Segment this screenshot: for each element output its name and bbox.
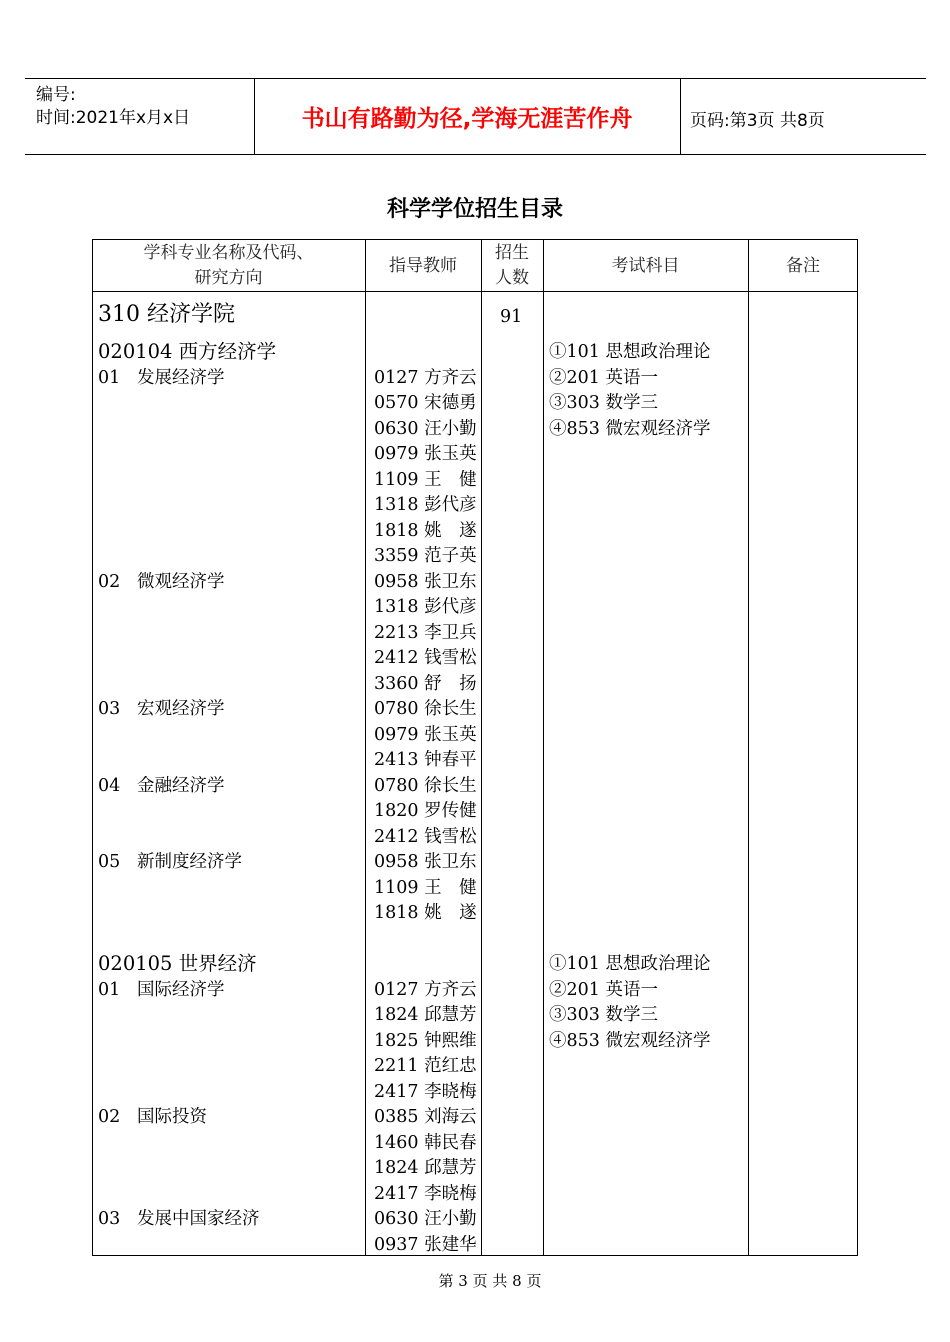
direction-name: 国际经济学 <box>137 979 225 1000</box>
advisor-entry: 3360 舒 扬 <box>374 673 477 694</box>
advisor-entry: 0630 汪小勤 <box>374 1209 477 1229</box>
advisor-entry: 1818 姚 遂 <box>374 903 477 923</box>
direction-name: 新制度经济学 <box>137 852 242 872</box>
direction-number: 05 <box>98 852 121 872</box>
advisor-entry: 2412 钱雪松 <box>374 648 477 668</box>
advisor-entry: 2213 李卫兵 <box>374 622 477 643</box>
direction-number: 01 <box>98 979 121 1000</box>
direction-name: 宏观经济学 <box>137 699 225 719</box>
advisor-entry: 0127 方齐云 <box>374 367 477 388</box>
column-divider <box>481 239 482 1256</box>
column-header-enrollment <box>481 241 543 291</box>
column-header-note: 备注 <box>786 256 820 276</box>
header-motto: 书山有路勤为径,学海无涯苦作舟 <box>301 106 633 132</box>
advisor-entry: 0979 张玉英 <box>374 724 477 745</box>
direction-number: 01 <box>98 367 121 388</box>
column-divider <box>748 239 749 1256</box>
advisor-entry: 1824 邱慧芳 <box>374 1005 477 1025</box>
advisor-entry: 1109 王 健 <box>374 877 477 898</box>
column-header-subject <box>92 241 365 291</box>
advisor-entry: 0958 张卫东 <box>374 571 477 592</box>
advisor-entry: 0127 方齐云 <box>374 979 477 1000</box>
document-number-label: 编号: <box>36 85 76 105</box>
exam-subject: ①101 思想政治理论 <box>549 342 711 362</box>
advisor-entry: 1824 邱慧芳 <box>374 1158 477 1178</box>
major-title: 020104 西方经济学 <box>98 340 277 363</box>
advisor-entry: 2417 李晓梅 <box>374 1081 477 1102</box>
direction-number: 04 <box>98 775 121 796</box>
column-header-exam: 考试科目 <box>611 256 680 276</box>
advisor-entry: 0630 汪小勤 <box>374 418 477 439</box>
exam-subject: ④853 微宏观经济学 <box>549 1030 711 1051</box>
advisor-entry: 3359 范子英 <box>374 546 477 566</box>
exam-subject: ③303 数学三 <box>549 1005 658 1025</box>
exam-subject: ③303 数学三 <box>549 393 658 413</box>
column-header-enrollment-line1: 招生 <box>495 243 529 263</box>
advisor-entry: 1318 彭代彦 <box>374 597 477 617</box>
college-name: 310 经济学院 <box>98 302 235 327</box>
page-title: 科学学位招生目录 <box>386 197 563 222</box>
exam-subject: ④853 微宏观经济学 <box>549 418 711 439</box>
header-divider <box>680 78 681 155</box>
exam-subject: ①101 思想政治理论 <box>549 954 711 974</box>
column-divider <box>365 239 366 1256</box>
direction-name: 国际投资 <box>137 1107 207 1127</box>
direction-number: 02 <box>98 571 121 592</box>
advisor-entry: 1820 罗传健 <box>374 801 477 821</box>
advisor-entry: 1825 钟熙维 <box>374 1030 477 1051</box>
major-title: 020105 世界经济 <box>98 952 257 975</box>
column-header-subject-line1: 学科专业名称及代码、 <box>143 243 314 263</box>
advisor-entry: 1109 王 健 <box>374 469 477 490</box>
header-page-label: 页码:第3页 共8页 <box>690 111 825 131</box>
advisor-entry: 2412 钱雪松 <box>374 826 477 847</box>
advisor-entry: 0385 刘海云 <box>374 1107 477 1127</box>
direction-number: 03 <box>98 699 121 719</box>
direction-name: 金融经济学 <box>137 775 225 796</box>
direction-name: 发展经济学 <box>137 367 225 388</box>
column-header-advisor: 指导教师 <box>389 256 457 276</box>
exam-subject: ②201 英语一 <box>549 979 658 1000</box>
page-footer: 第 3 页 共 8 页 <box>438 1272 542 1290</box>
direction-number: 02 <box>98 1107 121 1127</box>
advisor-entry: 1318 彭代彦 <box>374 495 477 515</box>
exam-subject: ②201 英语一 <box>549 367 658 388</box>
advisor-entry: 2417 李晓梅 <box>374 1183 477 1204</box>
advisor-entry: 1460 韩民春 <box>374 1132 477 1153</box>
advisor-entry: 0570 宋德勇 <box>374 393 477 413</box>
advisor-entry: 0780 徐长生 <box>374 699 477 719</box>
enrollment-count: 91 <box>500 307 523 327</box>
advisor-entry: 0780 徐长生 <box>374 775 477 796</box>
advisor-entry: 2413 钟春平 <box>374 750 477 770</box>
advisor-entry: 0937 张建华 <box>374 1234 477 1255</box>
document-time-label: 时间:2021年x月x日 <box>36 108 191 128</box>
column-header-enrollment-line2: 人数 <box>495 268 529 288</box>
advisor-entry: 1818 姚 遂 <box>374 520 477 541</box>
advisor-entry: 2211 范红忠 <box>374 1056 477 1076</box>
advisor-entry: 0958 张卫东 <box>374 852 477 872</box>
direction-number: 03 <box>98 1209 121 1229</box>
direction-name: 发展中国家经济 <box>137 1209 260 1229</box>
advisor-entry: 0979 张玉英 <box>374 444 477 464</box>
header-top-rule <box>25 78 926 79</box>
column-header-subject-line2: 研究方向 <box>194 268 263 288</box>
header-row-divider <box>92 291 858 292</box>
header-bottom-rule <box>25 154 926 155</box>
column-divider <box>543 239 544 1256</box>
direction-name: 微观经济学 <box>137 571 225 592</box>
